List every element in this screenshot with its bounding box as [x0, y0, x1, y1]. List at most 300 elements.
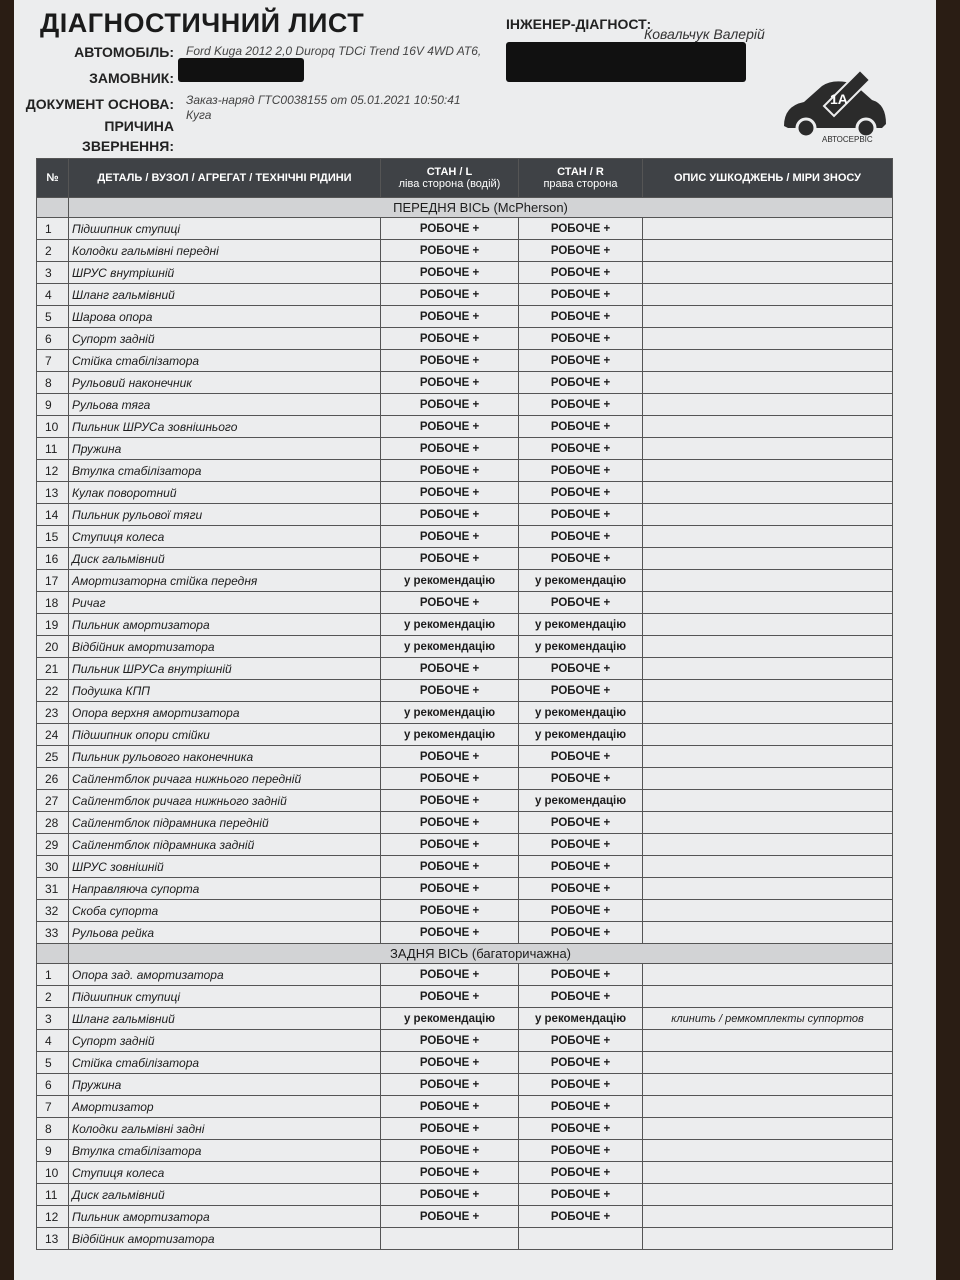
left-status: РОБОЧЕ + [381, 1206, 519, 1228]
row-number: 23 [37, 702, 69, 724]
right-status: РОБОЧЕ + [519, 812, 643, 834]
part-name: Пильник амортизатора [69, 614, 381, 636]
col-part-header: ДЕТАЛЬ / ВУЗОЛ / АГРЕГАТ / ТЕХНІЧНІ РІДИНИ [69, 159, 381, 198]
part-name: Колодки гальмівні передні [69, 240, 381, 262]
row-number: 1 [37, 218, 69, 240]
damage-description [643, 570, 893, 592]
part-name: Пильник амортизатора [69, 1206, 381, 1228]
left-status: у рекомендацію [381, 636, 519, 658]
diagnostic-table [36, 158, 893, 1250]
left-status: РОБОЧЕ + [381, 548, 519, 570]
table-row [37, 1052, 893, 1074]
table-row [37, 1140, 893, 1162]
row-number: 20 [37, 636, 69, 658]
right-status: РОБОЧЕ + [519, 350, 643, 372]
row-number: 9 [37, 394, 69, 416]
damage-description [643, 658, 893, 680]
table-row [37, 328, 893, 350]
part-name: Підшипник ступиці [69, 218, 381, 240]
right-status [519, 1228, 643, 1250]
table-row [37, 1162, 893, 1184]
right-status: у рекомендацію [519, 790, 643, 812]
damage-description [643, 1184, 893, 1206]
left-status: РОБОЧЕ + [381, 284, 519, 306]
document-value: Заказ-наряд ГТС0038155 от 05.01.2021 10:50:41 [186, 93, 461, 107]
right-status: РОБОЧЕ + [519, 416, 643, 438]
row-number: 7 [37, 350, 69, 372]
right-status: РОБОЧЕ + [519, 438, 643, 460]
table-row [37, 812, 893, 834]
left-status: РОБОЧЕ + [381, 878, 519, 900]
damage-description [643, 350, 893, 372]
row-number: 5 [37, 306, 69, 328]
table-row [37, 1008, 893, 1030]
right-status: РОБОЧЕ + [519, 1030, 643, 1052]
table-row [37, 724, 893, 746]
left-status: РОБОЧЕ + [381, 1118, 519, 1140]
row-number: 14 [37, 504, 69, 526]
right-status: РОБОЧЕ + [519, 482, 643, 504]
part-name: Сайлентблок підрамника передній [69, 812, 381, 834]
left-status: РОБОЧЕ + [381, 526, 519, 548]
section-header-row [37, 944, 893, 964]
damage-description [643, 790, 893, 812]
row-number: 8 [37, 1118, 69, 1140]
part-name: Амортизаторна стійка передня [69, 570, 381, 592]
table-row [37, 284, 893, 306]
right-status: РОБОЧЕ + [519, 964, 643, 986]
table-row [37, 1074, 893, 1096]
part-name: Ступиця колеса [69, 526, 381, 548]
left-status: у рекомендацію [381, 614, 519, 636]
left-status: РОБОЧЕ + [381, 768, 519, 790]
row-number: 3 [37, 1008, 69, 1030]
section-spacer [37, 198, 69, 218]
section-spacer [37, 944, 69, 964]
part-name: Шланг гальмівний [69, 1008, 381, 1030]
left-status: у рекомендацію [381, 570, 519, 592]
left-status: РОБОЧЕ + [381, 306, 519, 328]
part-name: Опора верхня амортизатора [69, 702, 381, 724]
part-name: Рульова тяга [69, 394, 381, 416]
table-row [37, 504, 893, 526]
table-row [37, 790, 893, 812]
right-status: РОБОЧЕ + [519, 218, 643, 240]
row-number: 18 [37, 592, 69, 614]
damage-description [643, 526, 893, 548]
row-number: 4 [37, 284, 69, 306]
redaction-bar [506, 42, 746, 82]
damage-description [643, 438, 893, 460]
table-row [37, 1030, 893, 1052]
left-status [381, 1228, 519, 1250]
left-status: РОБОЧЕ + [381, 1052, 519, 1074]
right-status: РОБОЧЕ + [519, 1162, 643, 1184]
part-name: Шланг гальмівний [69, 284, 381, 306]
row-number: 2 [37, 240, 69, 262]
right-status: РОБОЧЕ + [519, 878, 643, 900]
part-name: Ступиця колеса [69, 1162, 381, 1184]
part-name: Направляюча супорта [69, 878, 381, 900]
damage-description [643, 394, 893, 416]
part-name: Пружина [69, 1074, 381, 1096]
right-status: РОБОЧЕ + [519, 746, 643, 768]
damage-description [643, 834, 893, 856]
left-status: РОБОЧЕ + [381, 240, 519, 262]
damage-description [643, 1118, 893, 1140]
part-name: Диск гальмівний [69, 548, 381, 570]
right-status: у рекомендацію [519, 570, 643, 592]
section-title: ЗАДНЯ ВІСЬ (багаторичажна) [69, 944, 893, 964]
table-row [37, 964, 893, 986]
damage-description [643, 702, 893, 724]
part-name: Відбійник амортизатора [69, 1228, 381, 1250]
damage-description [643, 680, 893, 702]
right-status: РОБОЧЕ + [519, 834, 643, 856]
left-status: РОБОЧЕ + [381, 1096, 519, 1118]
part-name: Ричаг [69, 592, 381, 614]
part-name: Пильник ШРУСа внутрішній [69, 658, 381, 680]
left-status: РОБОЧЕ + [381, 658, 519, 680]
right-status: РОБОЧЕ + [519, 1074, 643, 1096]
col-desc-header: ОПИС УШКОДЖЕНЬ / МІРИ ЗНОСУ [643, 159, 893, 198]
row-number: 33 [37, 922, 69, 944]
col-left-header: СТАН / L ліва сторона (водій) [381, 159, 519, 198]
damage-description [643, 240, 893, 262]
left-status: у рекомендацію [381, 724, 519, 746]
table-row [37, 394, 893, 416]
part-name: Шарова опора [69, 306, 381, 328]
row-number: 11 [37, 438, 69, 460]
damage-description [643, 986, 893, 1008]
table-row [37, 526, 893, 548]
table-row [37, 702, 893, 724]
damage-description [643, 1030, 893, 1052]
damage-description [643, 964, 893, 986]
table-row [37, 1096, 893, 1118]
part-name: Втулка стабілізатора [69, 1140, 381, 1162]
part-name: Рульова рейка [69, 922, 381, 944]
table-row [37, 350, 893, 372]
right-status: РОБОЧЕ + [519, 1052, 643, 1074]
right-status: РОБОЧЕ + [519, 680, 643, 702]
row-number: 11 [37, 1184, 69, 1206]
left-status: РОБОЧЕ + [381, 460, 519, 482]
part-name: Пильник ШРУСа зовнішнього [69, 416, 381, 438]
damage-description [643, 1052, 893, 1074]
left-status: РОБОЧЕ + [381, 1030, 519, 1052]
row-number: 21 [37, 658, 69, 680]
right-status: у рекомендацію [519, 1008, 643, 1030]
left-status: РОБОЧЕ + [381, 746, 519, 768]
section-title: ПЕРЕДНЯ ВІСЬ (McPherson) [69, 198, 893, 218]
row-number: 17 [37, 570, 69, 592]
left-status: РОБОЧЕ + [381, 986, 519, 1008]
damage-description [643, 878, 893, 900]
right-status: РОБОЧЕ + [519, 1140, 643, 1162]
col-num-header: № [37, 159, 69, 198]
table-header-row [37, 159, 893, 198]
table-body [37, 198, 893, 1250]
table-row [37, 900, 893, 922]
damage-description [643, 768, 893, 790]
part-name: Стійка стабілізатора [69, 1052, 381, 1074]
damage-description [643, 416, 893, 438]
right-status: РОБОЧЕ + [519, 328, 643, 350]
left-status: РОБОЧЕ + [381, 394, 519, 416]
damage-description [643, 1228, 893, 1250]
part-name: Сайлентблок ричага нижнього передній [69, 768, 381, 790]
table-row [37, 658, 893, 680]
row-number: 13 [37, 482, 69, 504]
left-status: РОБОЧЕ + [381, 1184, 519, 1206]
left-status: у рекомендацію [381, 702, 519, 724]
left-status: РОБОЧЕ + [381, 262, 519, 284]
row-number: 6 [37, 1074, 69, 1096]
part-name: Сайлентблок підрамника задній [69, 834, 381, 856]
right-status: у рекомендацію [519, 636, 643, 658]
row-number: 16 [37, 548, 69, 570]
damage-description [643, 614, 893, 636]
table-row [37, 922, 893, 944]
row-number: 12 [37, 1206, 69, 1228]
damage-description [643, 328, 893, 350]
row-number: 27 [37, 790, 69, 812]
damage-description [643, 1074, 893, 1096]
table-row [37, 746, 893, 768]
left-status: РОБОЧЕ + [381, 504, 519, 526]
damage-description [643, 856, 893, 878]
engineer-label: ІНЖЕНЕР-ДІАГНОСТ: [506, 16, 652, 32]
right-status: РОБОЧЕ + [519, 1118, 643, 1140]
left-status: РОБОЧЕ + [381, 372, 519, 394]
right-status: РОБОЧЕ + [519, 658, 643, 680]
right-status: РОБОЧЕ + [519, 526, 643, 548]
damage-description [643, 284, 893, 306]
row-number: 9 [37, 1140, 69, 1162]
part-name: Супорт задній [69, 1030, 381, 1052]
row-number: 31 [37, 878, 69, 900]
left-status: РОБОЧЕ + [381, 328, 519, 350]
part-name: ШРУС зовнішній [69, 856, 381, 878]
part-name: Опора зад. амортизатора [69, 964, 381, 986]
right-status: у рекомендацію [519, 702, 643, 724]
right-status: РОБОЧЕ + [519, 394, 643, 416]
part-name: Підшипник опори стійки [69, 724, 381, 746]
row-number: 29 [37, 834, 69, 856]
part-name: Диск гальмівний [69, 1184, 381, 1206]
right-status: РОБОЧЕ + [519, 768, 643, 790]
right-status: РОБОЧЕ + [519, 986, 643, 1008]
damage-description [643, 724, 893, 746]
diagnostic-sheet [14, 0, 936, 1280]
damage-description [643, 812, 893, 834]
left-status: РОБОЧЕ + [381, 1162, 519, 1184]
damage-description [643, 1140, 893, 1162]
table-row [37, 592, 893, 614]
damage-description [643, 482, 893, 504]
left-status: РОБОЧЕ + [381, 964, 519, 986]
row-number: 8 [37, 372, 69, 394]
table-row [37, 218, 893, 240]
left-status: РОБОЧЕ + [381, 350, 519, 372]
page-title: ДІАГНОСТИЧНИЙ ЛИСТ [40, 8, 365, 38]
table-row [37, 1228, 893, 1250]
table-row [37, 570, 893, 592]
left-status: РОБОЧЕ + [381, 812, 519, 834]
table-row [37, 416, 893, 438]
damage-description [643, 1162, 893, 1184]
table-row [37, 1206, 893, 1228]
row-number: 1 [37, 964, 69, 986]
left-status: РОБОЧЕ + [381, 680, 519, 702]
table-row [37, 482, 893, 504]
part-name: Рульовий наконечник [69, 372, 381, 394]
table-row [37, 372, 893, 394]
row-number: 32 [37, 900, 69, 922]
table-row [37, 680, 893, 702]
left-status: РОБОЧЕ + [381, 416, 519, 438]
damage-description: клинить / ремкомплекты суппортов [643, 1008, 893, 1030]
left-status: РОБОЧЕ + [381, 922, 519, 944]
row-number: 12 [37, 460, 69, 482]
part-name: Підшипник ступиці [69, 986, 381, 1008]
col-right-header: СТАН / R права сторона [519, 159, 643, 198]
row-number: 2 [37, 986, 69, 1008]
right-status: РОБОЧЕ + [519, 504, 643, 526]
table-row [37, 856, 893, 878]
damage-description [643, 1206, 893, 1228]
right-status: РОБОЧЕ + [519, 856, 643, 878]
left-status: РОБОЧЕ + [381, 438, 519, 460]
part-name: ШРУС внутрішній [69, 262, 381, 284]
right-status: РОБОЧЕ + [519, 1096, 643, 1118]
section-header-row [37, 198, 893, 218]
customer-label: ЗАМОВНИК: [89, 70, 174, 86]
reason-value: Куга [186, 108, 212, 122]
part-name: Стійка стабілізатора [69, 350, 381, 372]
row-number: 28 [37, 812, 69, 834]
damage-description [643, 372, 893, 394]
damage-description [643, 636, 893, 658]
table-row [37, 986, 893, 1008]
left-status: РОБОЧЕ + [381, 1074, 519, 1096]
row-number: 4 [37, 1030, 69, 1052]
left-status: РОБОЧЕ + [381, 218, 519, 240]
car-value: Ford Kuga 2012 2,0 Duroрq TDCi Trend 16V 4WD AT6, [186, 44, 482, 58]
damage-description [643, 218, 893, 240]
damage-description [643, 262, 893, 284]
reason-label-2: ЗВЕРНЕННЯ: [82, 138, 174, 154]
redaction-bar [178, 58, 304, 82]
left-status: РОБОЧЕ + [381, 1140, 519, 1162]
row-number: 3 [37, 262, 69, 284]
row-number: 26 [37, 768, 69, 790]
table-row [37, 438, 893, 460]
right-status: РОБОЧЕ + [519, 372, 643, 394]
damage-description [643, 746, 893, 768]
right-status: РОБОЧЕ + [519, 922, 643, 944]
damage-description [643, 592, 893, 614]
table-row [37, 548, 893, 570]
table-row [37, 240, 893, 262]
left-status: РОБОЧЕ + [381, 790, 519, 812]
row-number: 15 [37, 526, 69, 548]
table-row [37, 460, 893, 482]
logo-text: АВТОСЕРВІС [822, 135, 873, 144]
autoservice-logo [774, 66, 894, 146]
right-status: РОБОЧЕ + [519, 1184, 643, 1206]
right-status: РОБОЧЕ + [519, 306, 643, 328]
right-status: РОБОЧЕ + [519, 240, 643, 262]
damage-description [643, 922, 893, 944]
logo-badge: 1А [830, 91, 848, 107]
right-status: РОБОЧЕ + [519, 284, 643, 306]
part-name: Кулак поворотний [69, 482, 381, 504]
damage-description [643, 460, 893, 482]
table-row [37, 636, 893, 658]
row-number: 22 [37, 680, 69, 702]
table-row [37, 878, 893, 900]
left-status: РОБОЧЕ + [381, 834, 519, 856]
row-number: 7 [37, 1096, 69, 1118]
car-label: АВТОМОБІЛЬ: [74, 44, 174, 60]
right-status: РОБОЧЕ + [519, 1206, 643, 1228]
reason-label: ПРИЧИНА [104, 118, 174, 134]
damage-description [643, 504, 893, 526]
left-status: РОБОЧЕ + [381, 592, 519, 614]
part-name: Пильник рульової тяги [69, 504, 381, 526]
right-status: РОБОЧЕ + [519, 592, 643, 614]
damage-description [643, 548, 893, 570]
right-status: РОБОЧЕ + [519, 548, 643, 570]
part-name: Відбійник амортизатора [69, 636, 381, 658]
table-row [37, 1118, 893, 1140]
row-number: 19 [37, 614, 69, 636]
row-number: 6 [37, 328, 69, 350]
left-status: у рекомендацію [381, 1008, 519, 1030]
row-number: 5 [37, 1052, 69, 1074]
part-name: Колодки гальмівні задні [69, 1118, 381, 1140]
row-number: 10 [37, 1162, 69, 1184]
table-row [37, 768, 893, 790]
part-name: Пружина [69, 438, 381, 460]
damage-description [643, 1096, 893, 1118]
part-name: Втулка стабілізатора [69, 460, 381, 482]
table-row [37, 1184, 893, 1206]
right-status: РОБОЧЕ + [519, 262, 643, 284]
row-number: 10 [37, 416, 69, 438]
damage-description [643, 306, 893, 328]
table-row [37, 306, 893, 328]
right-status: РОБОЧЕ + [519, 900, 643, 922]
part-name: Сайлентблок ричага нижнього задній [69, 790, 381, 812]
row-number: 25 [37, 746, 69, 768]
damage-description [643, 900, 893, 922]
right-status: РОБОЧЕ + [519, 460, 643, 482]
document-label: ДОКУМЕНТ ОСНОВА: [25, 96, 174, 112]
engineer-value: Ковальчук Валерій [644, 26, 765, 42]
table-row [37, 834, 893, 856]
left-status: РОБОЧЕ + [381, 482, 519, 504]
left-status: РОБОЧЕ + [381, 900, 519, 922]
row-number: 24 [37, 724, 69, 746]
part-name: Амортизатор [69, 1096, 381, 1118]
table-row [37, 262, 893, 284]
part-name: Супорт задній [69, 328, 381, 350]
left-status: РОБОЧЕ + [381, 856, 519, 878]
table-row [37, 614, 893, 636]
